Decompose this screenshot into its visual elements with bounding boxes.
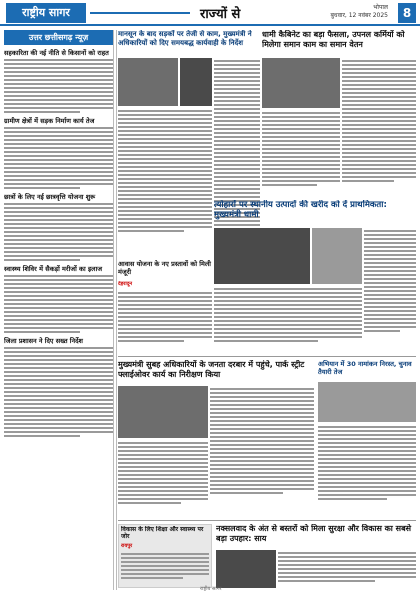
article-body <box>118 440 208 516</box>
article-body <box>364 228 416 352</box>
brand-logo: राष्ट्रीय सागर <box>6 3 86 23</box>
footer-print-line: राष्ट्रीय सागर <box>200 586 222 592</box>
article-headline: आवास योजना के नए प्रस्तावों को मिली मंजूरी <box>118 260 211 276</box>
article-headline: मानसून के बाद सड़कों पर तेजी से काम, मुख्यमंत्री ने अधिकारियों को दिए समयबद्ध कार्यवाही के निर्देश <box>118 30 252 47</box>
article-body <box>118 290 212 352</box>
article-photo <box>262 58 340 108</box>
article-body <box>318 424 416 516</box>
article-body <box>210 386 314 516</box>
brief-headline: सहकारिता की नई नीति से किसानों को राहत <box>4 49 109 57</box>
briefs-box-title: उत्तर छत्तीसगढ़ न्यूज़ <box>4 30 113 45</box>
article-photo <box>214 228 310 284</box>
dateline-city: भोपाल <box>373 4 388 11</box>
article-photo <box>118 58 178 106</box>
section-divider <box>118 520 416 521</box>
column-rule <box>116 30 117 590</box>
article-body <box>121 551 209 585</box>
masthead-rule <box>90 12 190 14</box>
article-headline: त्योहारों पर स्थानीय उत्पादों की खरीद को दें प्राथमिकता: मुख्यमंत्री धामी <box>214 200 387 220</box>
article-headline: मुख्यमंत्री सुबह अधिकारियों के जनता दरबार में पहुंचे, पार्क स्ट्रीट फ्लाईओवर कार्य का निरीक्षण किया <box>118 360 305 379</box>
masthead <box>0 0 420 26</box>
article-headline: विकास के लिए शिक्षा और स्वास्थ्य पर जोर <box>121 526 204 540</box>
dateline <box>318 4 388 20</box>
article-body <box>118 108 212 258</box>
article-photo <box>318 382 416 422</box>
article-body <box>214 286 362 352</box>
dateline-date: बुधवार, 12 नवंबर 2025 <box>330 12 388 19</box>
brief-headline: ग्रामीण क्षेत्रों में सड़क निर्माण कार्य तेज <box>4 117 95 125</box>
article-byline: रायपुर <box>121 543 133 549</box>
article-photo <box>312 228 362 284</box>
article-body <box>342 58 416 198</box>
article-headline: धामी कैबिनेट का बड़ा फैसला, उपनल कर्मियों को मिलेगा समान काम का समान वेतन <box>262 30 405 49</box>
article-byline: देहरादून <box>118 281 133 287</box>
page-number: 8 <box>398 3 416 23</box>
article-photo <box>180 58 212 106</box>
section-divider <box>118 356 416 357</box>
article-headline: अभियान में 30 नामांकन निरस्त, चुनाव तैयारी तेज <box>318 360 412 376</box>
brief-headline: जिला प्रशासन ने दिए सख्त निर्देश <box>4 337 83 345</box>
article-photo <box>216 550 276 588</box>
section-title: राज्यों से <box>200 7 241 22</box>
article-body <box>262 110 340 198</box>
brief-headline: स्वास्थ्य शिविर में सैकड़ों मरीजों का इलाज <box>4 265 103 273</box>
brief-headline: छात्रों के लिए नई छात्रवृत्ति योजना शुरू <box>4 193 96 201</box>
article-body <box>278 550 416 588</box>
article-headline: नक्सलवाद के अंत से बस्तरों को मिला सुरक्षा और विकास का सबसे बड़ा उपहार: साय <box>216 524 412 543</box>
article-photo <box>118 386 208 438</box>
left-column-briefs <box>4 30 114 590</box>
